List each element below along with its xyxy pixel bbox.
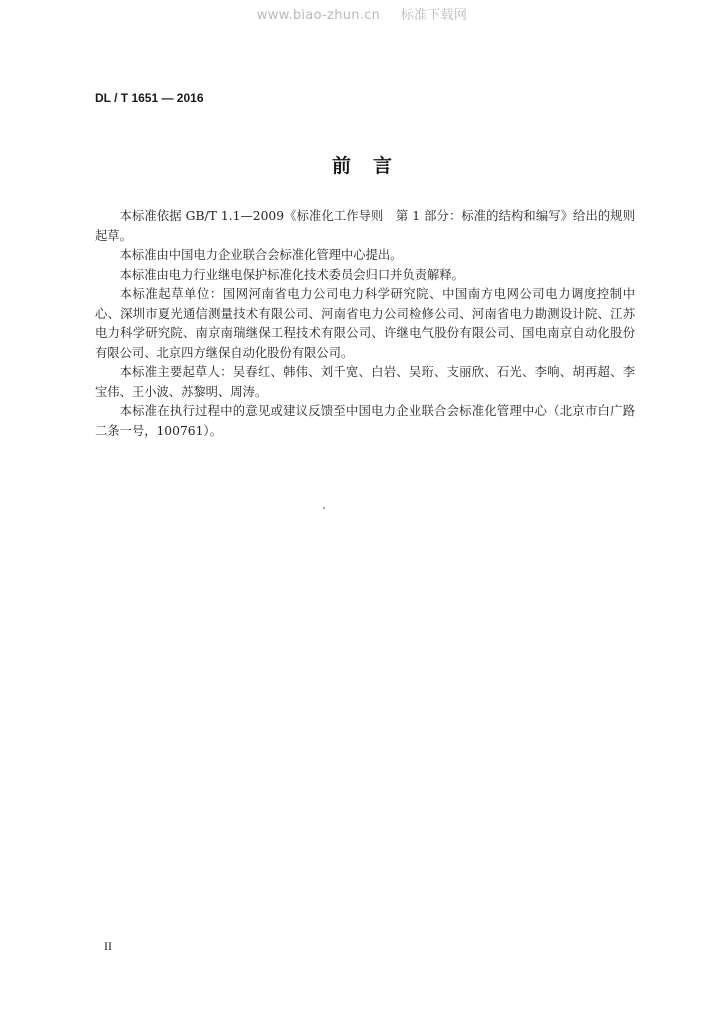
paragraph-proposer: 本标准由中国电力企业联合会标准化管理中心提出。 <box>119 248 403 262</box>
page-number: II <box>104 939 112 953</box>
paragraph-drafting-basis: 本标准依据 GB/T 1.1—2009《标准化工作导则 第 1 部分：标准的结构和编写》给出的规则起草。 <box>95 209 635 243</box>
site-watermark <box>0 4 724 23</box>
page-title: 前言 <box>331 155 414 177</box>
watermark-name: 标准下载网 <box>400 8 468 23</box>
standard-code: DL / T 1651 — 2016 <box>95 91 204 105</box>
paragraph-drafters: 本标准主要起草人：吴春红、韩伟、刘千宽、白岩、吴珩、支丽欣、石光、李响、胡再超、李宝伟、王小波、苏黎明、周涛。 <box>95 365 635 399</box>
paragraph-drafting-units: 本标准起草单位：国网河南省电力公司电力科学研究院、中国南方电网公司电力调度控制中心、深圳市夏光通信测量技术有限公司、河南省电力公司检修公司、河南省电力勘测设计院、江苏电力科学研究院、南京南瑞继保工程技术有限公司、许继电气股份有限公司、国电南京自动化股份有限公司、北京四方继保自动化股份有限公司。 <box>95 287 635 360</box>
paragraph-administrator: 本标准由电力行业继电保护标准化技术委员会归口并负责解释。 <box>119 267 464 282</box>
paragraph-feedback: 本标准在执行过程中的意见或建议反馈至中国电力企业联合会标准化管理中心（北京市白广路二条一号，100761）。 <box>95 404 635 438</box>
stray-mark <box>323 507 325 509</box>
watermark-site: www.biao-zhun.cn <box>256 8 381 23</box>
foreword-body <box>95 207 635 441</box>
